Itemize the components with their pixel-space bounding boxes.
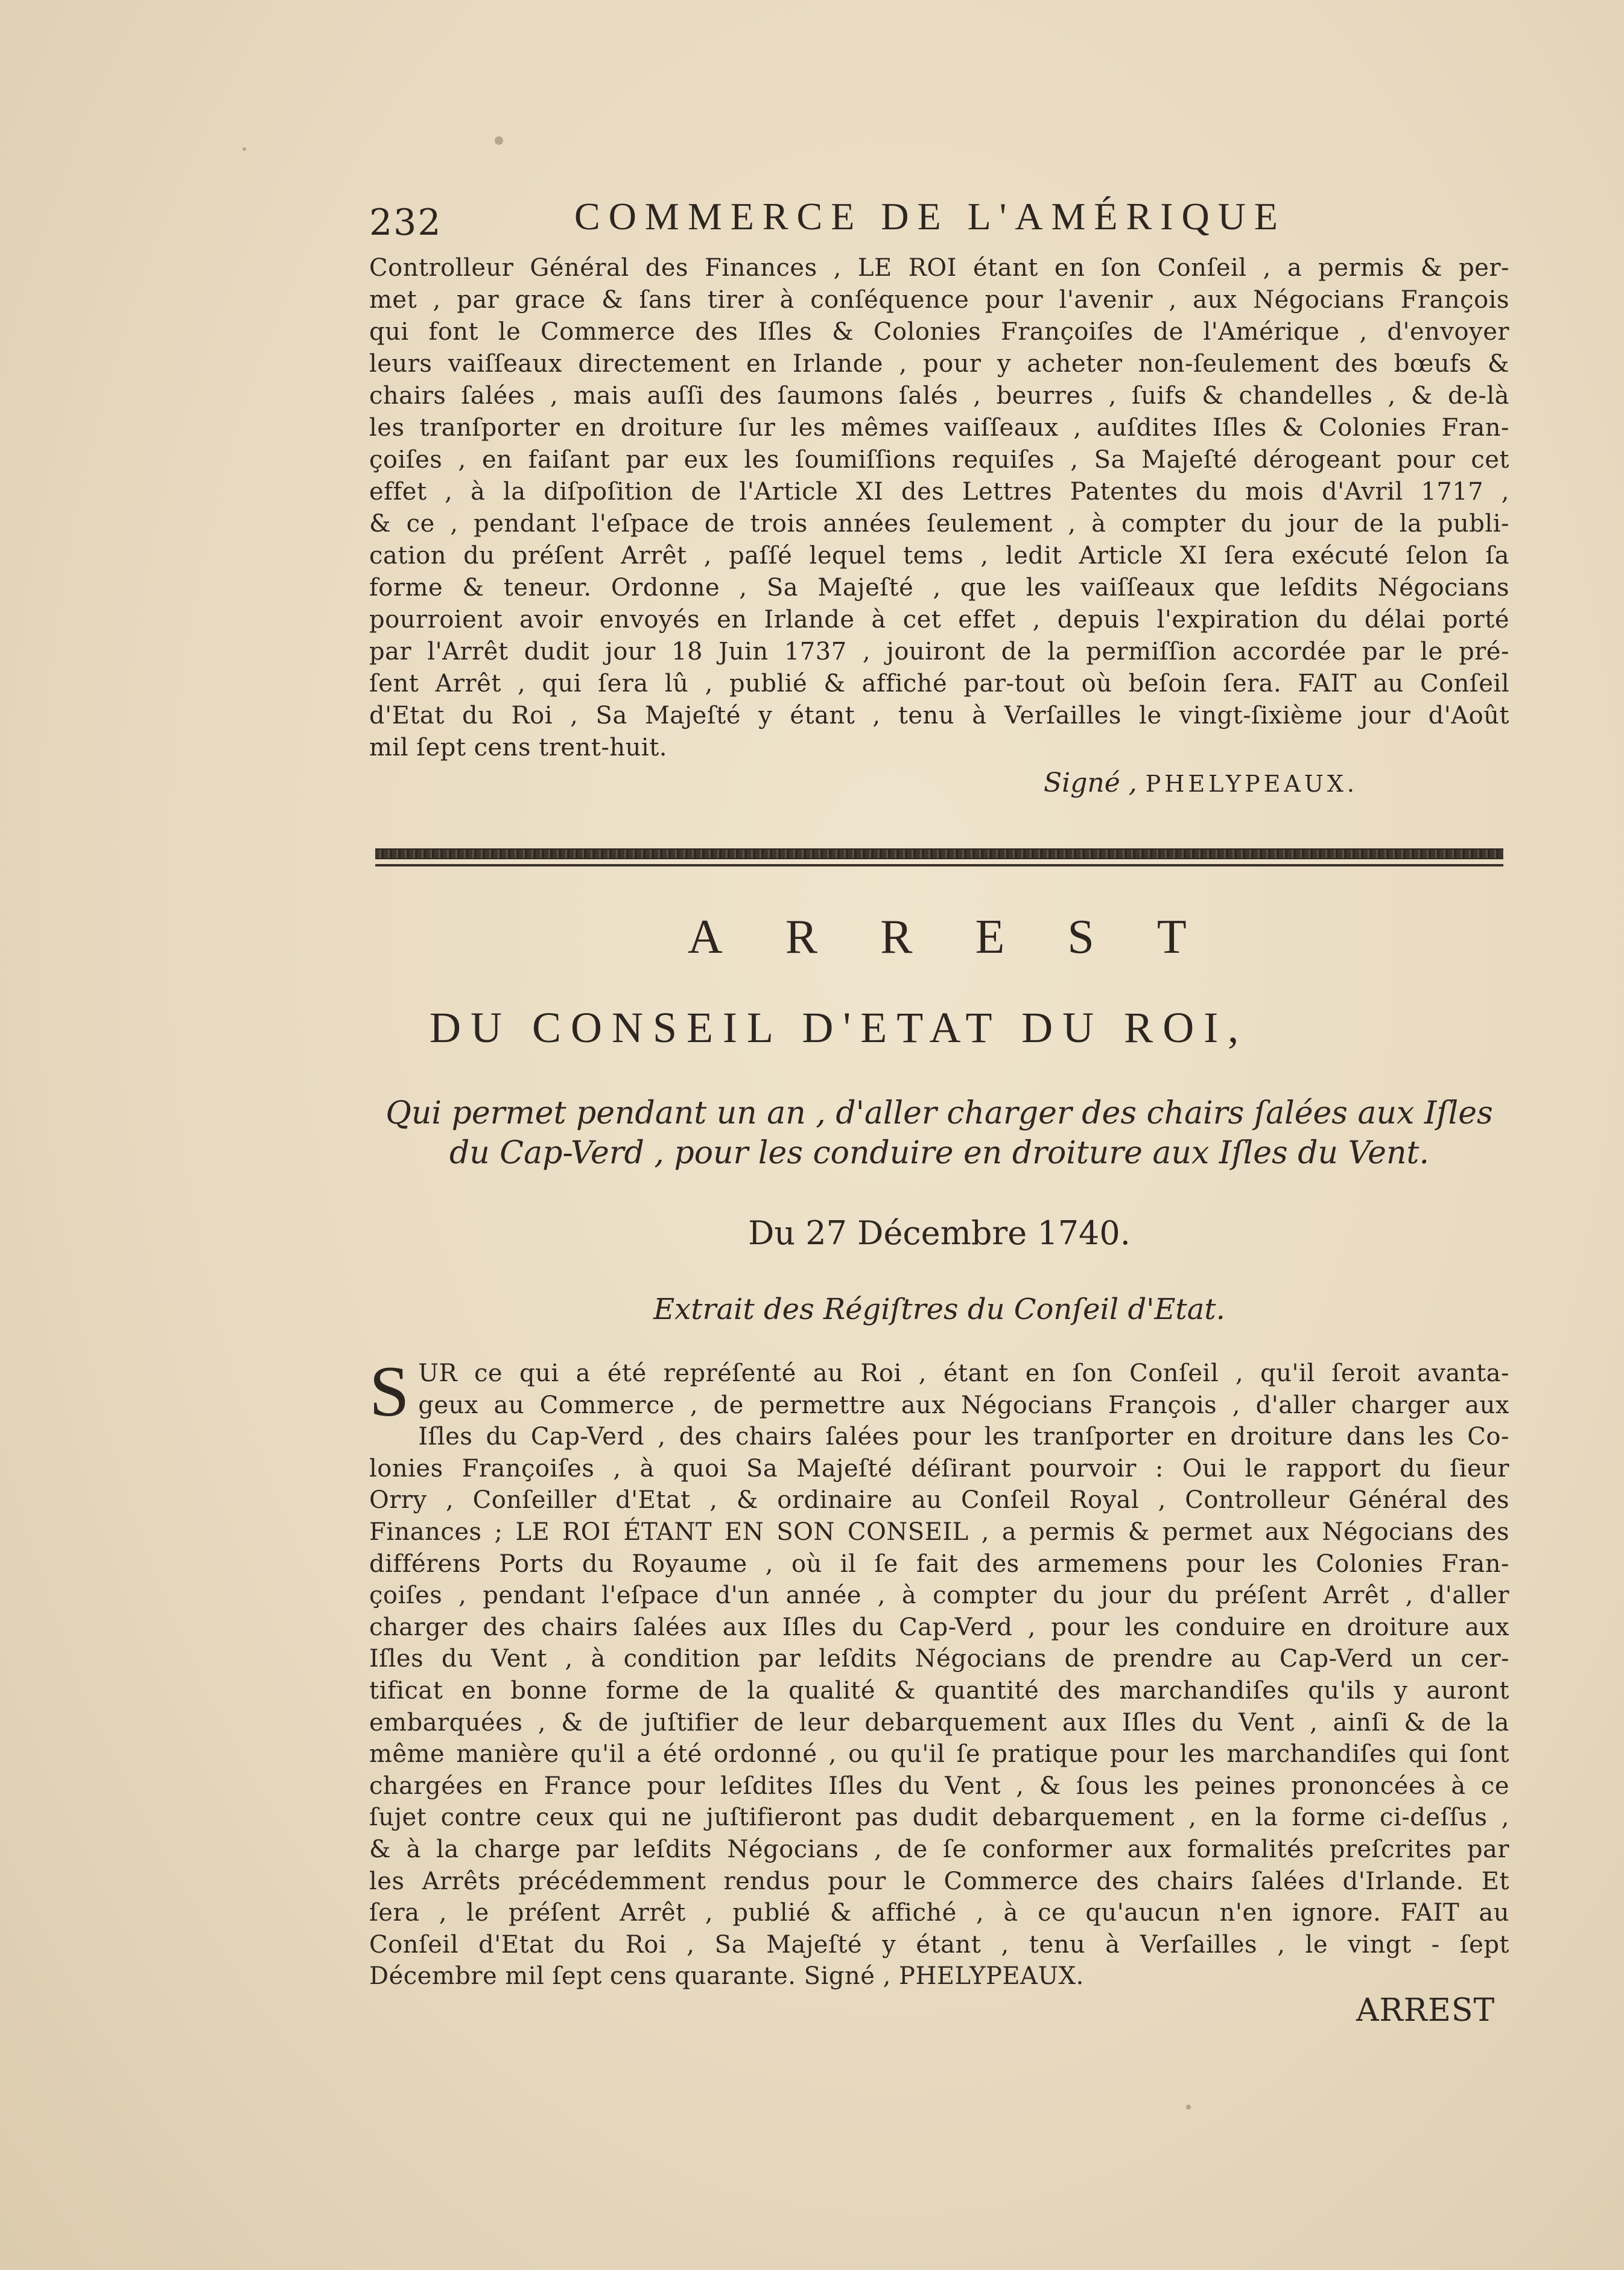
text-line: chargées en France pour leſdites Iſles du Vent , & ſous les peines prononcées à ce bbox=[369, 1772, 1509, 1800]
text-line: effet , à la diſpoſition de l'Article XI des Lettres Patentes du mois d'Avril 1717 , bbox=[369, 478, 1509, 506]
text-line: Controlleur Général des Finances , LE ROI étant en ſon Conſeil , a permis & per- bbox=[369, 254, 1509, 282]
text-line: UR ce qui a été repréſenté au Roi , étant en ſon Conſeil , qu'il ſeroit avanta- bbox=[418, 1359, 1509, 1387]
running-title: COMMERCE DE L'AMÉRIQUE bbox=[574, 195, 1286, 238]
text-line: embarquées , & de juſtifier de leur debarquement aux Iſles du Vent , ainſi & de la bbox=[369, 1708, 1509, 1737]
summary-line: Qui permet pendant un an , d'aller charger des chairs ſalées aux Iſles bbox=[385, 1095, 1493, 1131]
text-line: met , par grace & ſans tirer à conſéquence pour l'avenir , aux Négocians François bbox=[369, 286, 1509, 314]
text-line: ſera , le préſent Arrêt , publié & affiché , à ce qu'aucun n'en ignore. FAIT au bbox=[369, 1899, 1509, 1927]
catchword: ARREST bbox=[1356, 1992, 1496, 2029]
ornamental-rule bbox=[375, 848, 1503, 859]
text-line: Orry , Conſeiller d'Etat , & ordinaire au Conſeil Royal , Controlleur Général des bbox=[369, 1486, 1509, 1515]
text-line: d'Etat du Roi , Sa Majeſté y étant , tenu à Verſailles le vingt-ſixième jour d'Août bbox=[369, 702, 1509, 730]
text-line: geux au Commerce , de permettre aux Négocians François , d'aller charger aux bbox=[418, 1391, 1509, 1419]
page-number: 232 bbox=[369, 202, 442, 244]
text-line: différens Ports du Royaume , où il ſe fait des armemens pour les Colonies Fran- bbox=[369, 1550, 1509, 1578]
text-line: ſent Arrêt , qui ſera lû , publié & affiché par-tout où beſoin ſera. FAIT au Conſeil bbox=[369, 670, 1509, 698]
drop-cap: S bbox=[369, 1351, 410, 1431]
text-line: Iſles du Cap-Verd , des chairs ſalées pour les tranſporter en droiture dans les Co- bbox=[418, 1423, 1509, 1451]
text-line: qui font le Commerce des Iſles & Colonies Françoiſes de l'Amérique , d'envoyer bbox=[369, 318, 1509, 346]
text-line: les Arrêts précédemment rendus pour le Commerce des chairs ſalées d'Irlande. Et bbox=[369, 1867, 1509, 1895]
text-line: par l'Arrêt dudit jour 18 Juin 1737 , jouiront de la permiſſion accordée par le pré- bbox=[369, 638, 1509, 666]
page-header bbox=[369, 194, 1359, 243]
previous-decree-text bbox=[369, 252, 1509, 764]
text-line: çoiſes , en faiſant par eux les ſoumiſſions requiſes , Sa Majeſté dérogeant pour cet bbox=[369, 446, 1509, 474]
text-line: forme & teneur. Ordonne , Sa Majeſté , que les vaiſſeaux que leſdits Négocians bbox=[369, 574, 1509, 602]
arrest-subtitle: DU CONSEIL D'ETAT DU ROI, bbox=[430, 1003, 1249, 1052]
text-line: Finances ; LE ROI ÉTANT EN SON CONSEIL , a permis & permet aux Négocians des bbox=[369, 1518, 1509, 1546]
arrest-summary bbox=[369, 1093, 1509, 1173]
text-line: ſujet contre ceux qui ne juſtifieront pas dudit debarquement , en la forme ci-deſſus , bbox=[369, 1804, 1509, 1832]
decree-text bbox=[369, 1351, 1509, 1992]
text-line-last: mil ſept cens trent-huit. bbox=[369, 734, 668, 761]
text-line: & à la charge par leſdits Négocians , de ſe conformer aux formalités preſcrites par bbox=[369, 1835, 1509, 1863]
text-line: cation du préſent Arrêt , paſſé lequel tems , ledit Article XI ſera exécuté ſelon ſa bbox=[369, 542, 1509, 570]
text-line: tificat en bonne forme de la qualité & quantité des marchandiſes qu'ils y auront bbox=[369, 1676, 1509, 1705]
divider-rule bbox=[375, 864, 1503, 866]
text-line: chairs ſalées , mais auſſi des ſaumons ſalés , beurres , ſuifs & chandelles , & de-là bbox=[369, 382, 1509, 410]
text-line: Conſeil d'Etat du Roi , Sa Majeſté y étant , tenu à Verſailles , le vingt - ſept bbox=[369, 1930, 1509, 1959]
text-line: leurs vaiſſeaux directement en Irlande , pour y acheter non-ſeulement des bœufs & bbox=[369, 350, 1509, 378]
text-line: Iſles du Vent , à condition par leſdits Négocians de prendre au Cap-Verd un cer- bbox=[369, 1645, 1509, 1673]
text-line: les tranſporter en droiture ſur les mêmes vaiſſeaux , auſdites Iſles & Colonies Fran- bbox=[369, 414, 1509, 442]
text-line: çoiſes , pendant l'eſpace d'un année , à compter du jour du préſent Arrêt , d'aller bbox=[369, 1582, 1509, 1610]
summary-line: du Cap-Verd , pour les conduire en droiture aux Iſles du Vent. bbox=[449, 1135, 1429, 1171]
signature bbox=[1044, 768, 1358, 798]
register-extract: Extrait des Régiſtres du Conſeil d'Etat. bbox=[653, 1292, 1225, 1326]
signature-name: PHELYPEAUX. bbox=[1145, 771, 1358, 797]
text-line: même manière qu'il a été ordonné , ou qu'il ſe pratique pour les marchandiſes qui ſont bbox=[369, 1740, 1509, 1769]
arrest-date: Du 27 Décembre 1740. bbox=[748, 1214, 1131, 1252]
text-line: charger des chairs ſalées aux Iſles du Cap-Verd , pour les conduire en droiture aux bbox=[369, 1613, 1509, 1641]
signature-label: Signé , bbox=[1044, 768, 1137, 798]
arrest-title: ARREST bbox=[688, 911, 1249, 964]
ink-spot bbox=[243, 147, 246, 151]
text-line: & ce , pendant l'eſpace de trois années ſeulement , à compter du jour de la publi- bbox=[369, 510, 1509, 538]
text-line-last: Décembre mil ſept cens quarante. Signé , PHELYPEAUX. bbox=[369, 1962, 1084, 1991]
ink-spot bbox=[495, 136, 503, 145]
text-line: lonies Françoiſes , à quoi Sa Majeſté déſirant pourvoir : Oui le rapport du ſieur bbox=[369, 1454, 1509, 1483]
text-line: pourroient avoir envoyés en Irlande à cet effet , depuis l'expiration du délai porté bbox=[369, 606, 1509, 634]
ink-spot bbox=[1186, 2105, 1191, 2109]
